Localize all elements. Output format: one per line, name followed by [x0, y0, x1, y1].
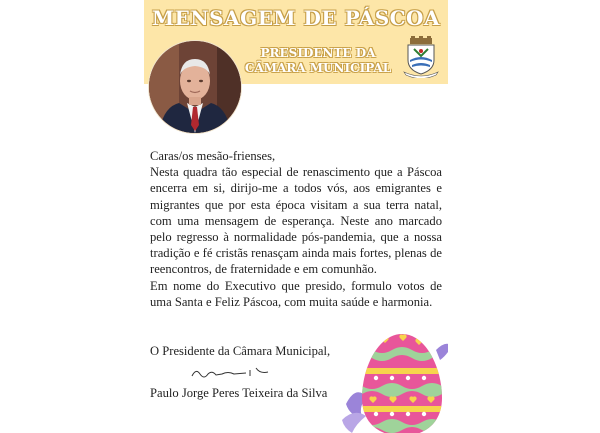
easter-message-card [144, 0, 448, 433]
handwritten-signature [188, 362, 278, 384]
easter-egg-icon [342, 320, 448, 433]
letter-greeting: Caras/os mesão-frienses, [150, 149, 276, 163]
page-title: MENSAGEM DE PÁSCOA [151, 6, 440, 30]
letter-paragraph-2: Em nome do Executivo que presido, formulo votos de uma Santa e Feliz Páscoa, com muita saúde e harmonia. [150, 278, 442, 309]
letter-body [150, 148, 442, 310]
letter-paragraph-1: Nesta quadra tão especial de renascimento que a Páscoa encerra em si, dirijo-me a todos vós, aos emigrantes e migrantes que por esta época visitam a sua terra natal, com uma mensagem de esperança. Neste ano marcado pelo regresso à normalidade pós-pandemia, que a nossa tradição e fé cristãs renasçam ainda mais fortes, plenas de reencontros, de fraternidade e em comunhão. [150, 165, 442, 277]
president-portrait [148, 40, 242, 134]
subtitle-line-1: PRESIDENTE DA [260, 46, 376, 60]
subtitle [244, 46, 392, 76]
municipal-coat-of-arms-icon [402, 36, 440, 78]
subtitle-line-2: CÂMARA MUNICIPAL [244, 61, 392, 75]
signature-role: O Presidente da Câmara Municipal, [150, 344, 331, 358]
signature-name: Paulo Jorge Peres Teixeira da Silva [150, 386, 328, 400]
